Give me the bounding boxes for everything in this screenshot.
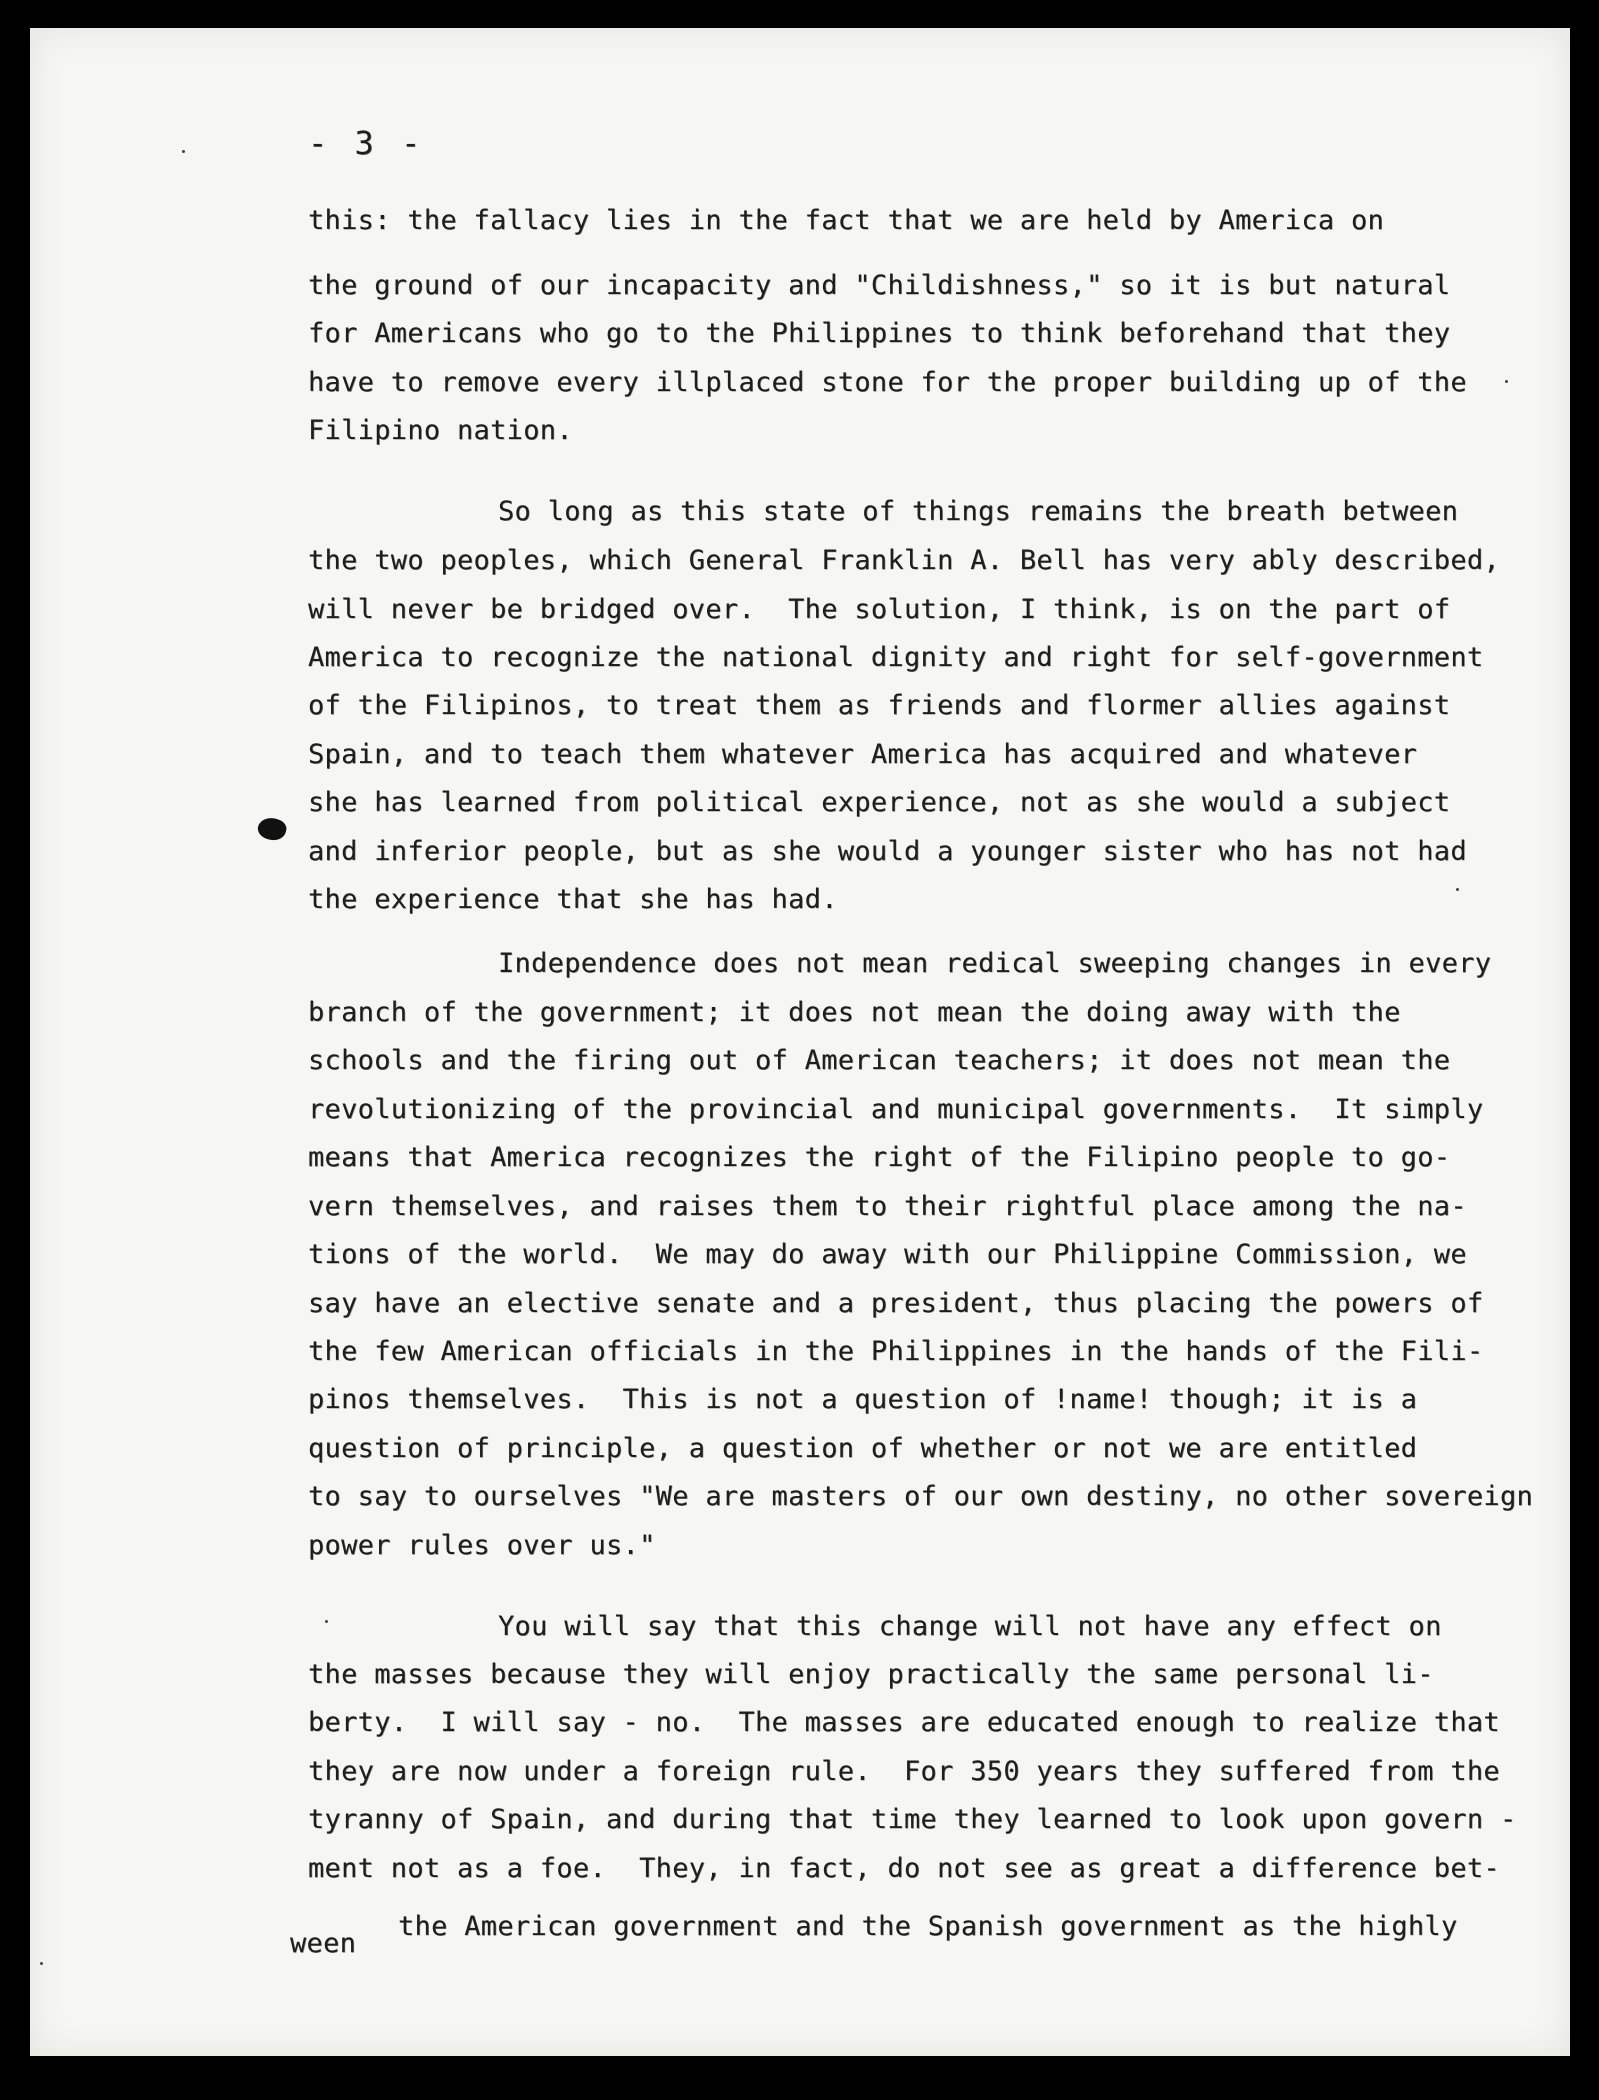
text-line: berty. I will say - no. The masses are educated enough to realize that	[308, 1707, 1500, 1738]
text-line: power rules over us."	[308, 1530, 656, 1561]
text-line: means that America recognizes the right of the Filipino people to go-	[308, 1142, 1451, 1173]
text-line: the two peoples, which General Franklin A. Bell has very ably described,	[308, 545, 1500, 576]
text-line: the American government and the Spanish government as the highly	[398, 1911, 1458, 1942]
scan-speck	[1456, 888, 1459, 891]
text-line: tions of the world. We may do away with our Philippine Commission, we	[308, 1239, 1467, 1270]
text-line: question of principle, a question of whether or not we are entitled	[308, 1433, 1418, 1464]
scan-speck	[1505, 380, 1508, 383]
text-line: vern themselves, and raises them to their rightful place among the na-	[308, 1191, 1467, 1222]
text-line: Independence does not mean redical sweeping changes in every	[498, 948, 1492, 979]
text-line: the few American officials in the Philippines in the hands of the Fili-	[308, 1336, 1484, 1367]
page-number: - 3 -	[308, 124, 425, 162]
text-line: to say to ourselves "We are masters of our own destiny, no other sovereign	[308, 1481, 1534, 1512]
text-line: So long as this state of things remains the breath between	[498, 496, 1459, 527]
text-line: this: the fallacy lies in the fact that we are held by America on	[308, 205, 1385, 236]
text-line: have to remove every illplaced stone for the proper building up of the	[308, 367, 1467, 398]
scan-speck	[325, 1620, 328, 1623]
text-line: for Americans who go to the Philippines to think beforehand that they	[308, 318, 1451, 349]
text-line: Filipino nation.	[308, 415, 573, 446]
text-line: the experience that she has had.	[308, 884, 838, 915]
text-line: say have an elective senate and a president, thus placing the powers of	[308, 1288, 1484, 1319]
text-line: she has learned from political experience, not as she would a subject	[308, 787, 1451, 818]
text-line: the ground of our incapacity and "Childishness," so it is but natural	[308, 270, 1451, 301]
text-line: pinos themselves. This is not a question of !name! though; it is a	[308, 1384, 1418, 1415]
text-line: schools and the firing out of American teachers; it does not mean the	[308, 1045, 1451, 1076]
text-line: will never be bridged over. The solution, I think, is on the part of	[308, 594, 1451, 625]
text-line: revolutionizing of the provincial and municipal governments. It simply	[308, 1094, 1484, 1125]
text-line: tyranny of Spain, and during that time they learned to look upon govern -	[308, 1804, 1517, 1835]
text-line: You will say that this change will not have any effect on	[498, 1611, 1442, 1642]
text-line: branch of the government; it does not mean the doing away with the	[308, 997, 1401, 1028]
text-line: of the Filipinos, to treat them as friends and flormer allies against	[308, 690, 1451, 721]
text-line: the masses because they will enjoy practically the same personal li-	[308, 1659, 1434, 1690]
scan-speck	[182, 150, 185, 153]
text-line: they are now under a foreign rule. For 350 years they suffered from the	[308, 1756, 1500, 1787]
scan-speck	[40, 1962, 43, 1965]
text-line: and inferior people, but as she would a younger sister who has not had	[308, 836, 1467, 867]
text-line: ment not as a foe. They, in fact, do not see as great a difference bet-	[308, 1853, 1500, 1884]
text-line: Spain, and to teach them whatever America has acquired and whatever	[308, 739, 1418, 770]
margin-fragment: ween	[290, 1928, 357, 1959]
text-line: America to recognize the national dignity and right for self-government	[308, 642, 1484, 673]
